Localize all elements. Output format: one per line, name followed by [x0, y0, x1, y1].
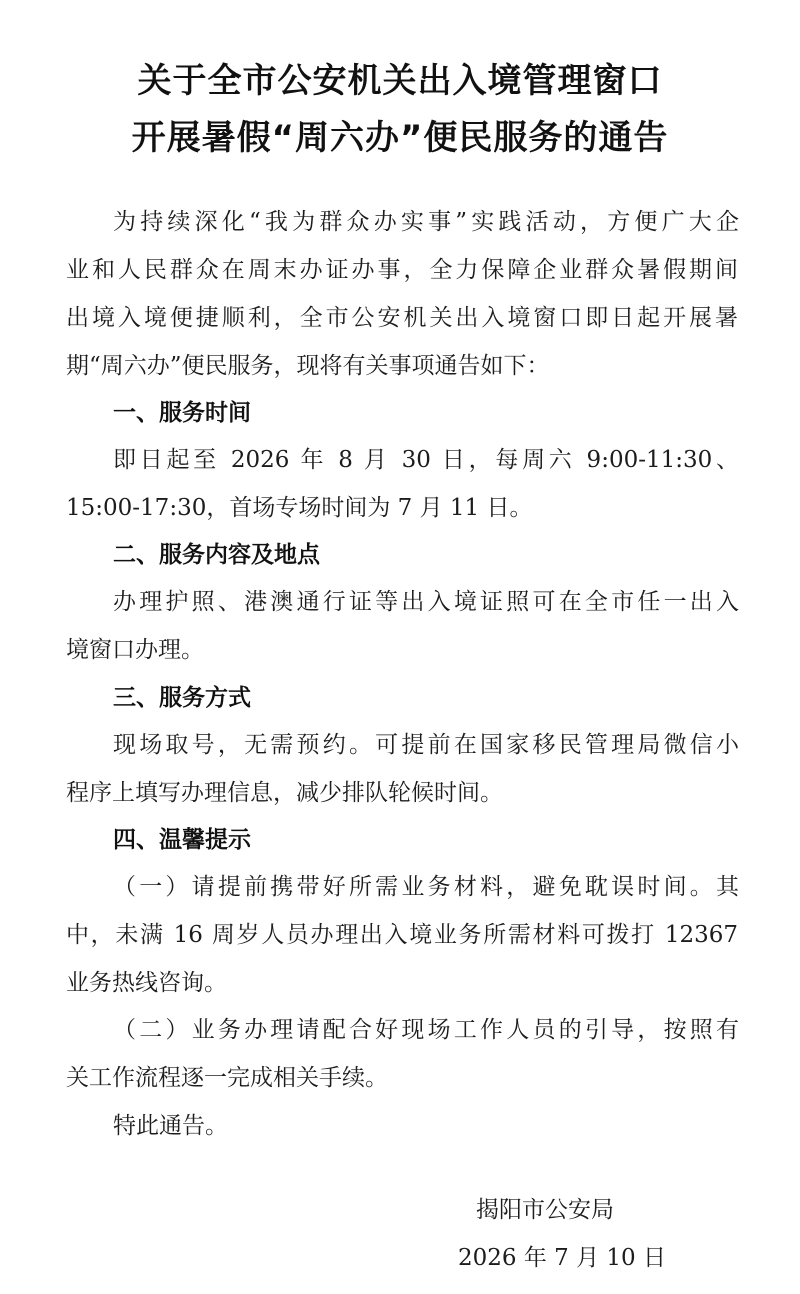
tip-2-line-2: 关工作流程逐一完成相关手续。 [66, 1065, 388, 1091]
signature-date: 2026 年 7 月 10 日 [458, 1245, 666, 1271]
service-time-line-1: 即日起至 2026 年 8 月 30 日，每周六 9:00-11:30、 [113, 447, 739, 473]
signature-organization: 揭阳市公安局 [476, 1197, 614, 1223]
intro-line-4: 期“周六办”便民服务，现将有关事项通告如下： [66, 353, 550, 379]
tip-1-line-3: 业务热线咨询。 [66, 970, 227, 996]
service-content-line-2: 境窗口办理。 [66, 637, 204, 663]
tip-2-line-1: （二）业务办理请配合好现场工作人员的引导，按照有 [113, 1017, 739, 1043]
service-time-line-2: 15:00-17:30，首场专场时间为 7 月 11 日。 [66, 495, 533, 521]
tip-1-line-2: 中，未满 16 周岁人员办理出入境业务所需材料可拨打 12367 [66, 922, 738, 948]
section-heading-service-method: 三、服务方式 [113, 685, 251, 711]
section-heading-tips: 四、温馨提示 [113, 827, 251, 853]
service-method-line-1: 现场取号，无需预约。可提前在国家移民管理局微信小 [113, 732, 739, 758]
closing-statement: 特此通告。 [113, 1113, 228, 1139]
section-heading-service-content: 二、服务内容及地点 [113, 542, 320, 568]
section-heading-service-time: 一、服务时间 [113, 400, 251, 426]
service-content-line-1: 办理护照、港澳通行证等出入境证照可在全市任一出入 [113, 589, 739, 615]
document-title-line-1: 关于全市公安机关出入境管理窗口 [137, 61, 663, 101]
intro-line-1: 为持续深化“我为群众办实事”实践活动，方便广大企 [113, 209, 739, 235]
tip-1-line-1: （一）请提前携带好所需业务材料，避免耽误时间。其 [113, 874, 739, 900]
intro-line-3: 出境入境便捷顺利，全市公安机关出入境窗口即日起开展暑 [66, 305, 738, 331]
intro-line-2: 业和人民群众在周末办证办事，全力保障企业群众暑假期间 [66, 257, 738, 283]
service-method-line-2: 程序上填写办理信息，减少排队轮候时间。 [66, 780, 503, 806]
document-title-line-2: 开展暑假“周六办”便民服务的通告 [131, 118, 669, 158]
